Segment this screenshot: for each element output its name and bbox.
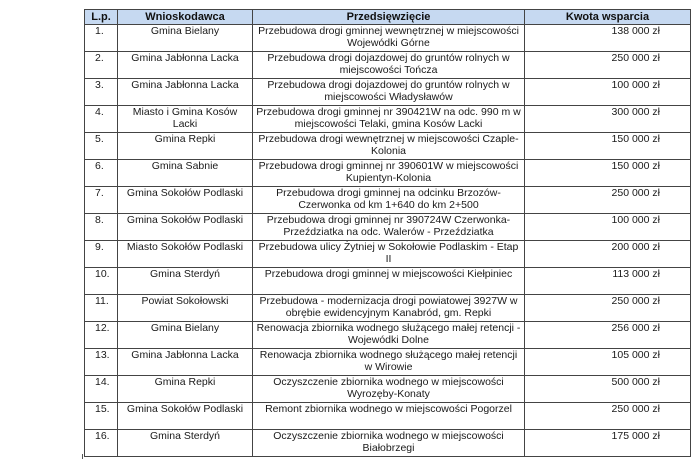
applicant-cell: Gmina Bielany — [118, 25, 253, 52]
row-number: 16. — [85, 430, 118, 457]
row-number: 13. — [85, 349, 118, 376]
project-cell: Renowacja zbiornika wodnego służącego małej retencji - Wojewódki Dolne — [253, 322, 525, 349]
row-number: 8. — [85, 214, 118, 241]
applicant-cell: Gmina Repki — [118, 133, 253, 160]
amount-cell: 500 000 zł — [525, 376, 691, 403]
table-row — [85, 25, 691, 52]
row-number: 5. — [85, 133, 118, 160]
project-cell: Przebudowa ulicy Żytniej w Sokołowie Podlaskim - Etap II — [253, 241, 525, 268]
header-applicant: Wnioskodawca — [118, 10, 253, 25]
table-row — [85, 376, 691, 403]
amount-cell: 113 000 zł — [525, 268, 691, 295]
header-project: Przedsięwzięcie — [253, 10, 525, 25]
table-row — [85, 295, 691, 322]
grants-table — [84, 9, 691, 457]
amount-cell: 250 000 zł — [525, 52, 691, 79]
amount-cell: 100 000 zł — [525, 214, 691, 241]
project-cell: Przebudowa drogi dojazdowej do gruntów rolnych w miejscowości Władysławów — [253, 79, 525, 106]
applicant-cell: Powiat Sokołowski — [118, 295, 253, 322]
amount-cell: 150 000 zł — [525, 133, 691, 160]
row-number: 11. — [85, 295, 118, 322]
project-cell: Przebudowa drogi gminnej wewnętrznej w miejscowości Wojewódki Górne — [253, 25, 525, 52]
table-row — [85, 403, 691, 430]
project-cell: Przebudowa drogi gminnej w miejscowości Kiełpiniec — [253, 268, 525, 295]
applicant-cell: Gmina Sterdyń — [118, 430, 253, 457]
amount-cell: 175 000 zł — [525, 430, 691, 457]
row-number: 2. — [85, 52, 118, 79]
table-row — [85, 79, 691, 106]
table-row — [85, 106, 691, 133]
row-number: 10. — [85, 268, 118, 295]
amount-cell: 105 000 zł — [525, 349, 691, 376]
project-cell: Renowacja zbiornika wodnego służącego małej retencji w Wirowie — [253, 349, 525, 376]
applicant-cell: Gmina Sterdyń — [118, 268, 253, 295]
table-row — [85, 349, 691, 376]
applicant-cell: Gmina Sokołów Podlaski — [118, 187, 253, 214]
applicant-cell: Miasto Sokołów Podlaski — [118, 241, 253, 268]
amount-cell: 256 000 zł — [525, 322, 691, 349]
row-number: 15. — [85, 403, 118, 430]
amount-cell: 250 000 zł — [525, 295, 691, 322]
amount-cell: 300 000 zł — [525, 106, 691, 133]
applicant-cell: Gmina Sokołów Podlaski — [118, 403, 253, 430]
applicant-cell: Gmina Bielany — [118, 322, 253, 349]
table-row — [85, 268, 691, 295]
project-cell: Przebudowa drogi gminnej nr 390421W na odc. 990 m w miejscowości Telaki, gmina Kosów Lacki — [253, 106, 525, 133]
row-number: 3. — [85, 79, 118, 106]
applicant-cell: Gmina Repki — [118, 376, 253, 403]
table-row — [85, 322, 691, 349]
row-number: 14. — [85, 376, 118, 403]
amount-cell: 100 000 zł — [525, 79, 691, 106]
project-cell: Remont zbiornika wodnego w miejscowości Pogorzel — [253, 403, 525, 430]
table-row — [85, 430, 691, 457]
project-cell: Przebudowa drogi gminnej nr 390601W w miejscowości Kupientyn-Kolonia — [253, 160, 525, 187]
row-number: 1. — [85, 25, 118, 52]
header-row — [85, 10, 691, 25]
table-row — [85, 214, 691, 241]
amount-cell: 250 000 zł — [525, 403, 691, 430]
header-amount: Kwota wsparcia — [525, 10, 691, 25]
project-cell: Oczyszczenie zbiornika wodnego w miejscowości Białobrzegi — [253, 430, 525, 457]
applicant-cell: Gmina Sokołów Podlaski — [118, 214, 253, 241]
amount-cell: 138 000 zł — [525, 25, 691, 52]
project-cell: Przebudowa drogi dojazdowej do gruntów rolnych w miejscowości Tończa — [253, 52, 525, 79]
row-number: 4. — [85, 106, 118, 133]
applicant-cell: Miasto i Gmina Kosów Lacki — [118, 106, 253, 133]
applicant-cell: Gmina Sabnie — [118, 160, 253, 187]
row-number: 7. — [85, 187, 118, 214]
project-cell: Przebudowa drogi gminnej nr 390724W Czerwonka-Przeździatka na odc. Walerów - Przeździatka — [253, 214, 525, 241]
table-row — [85, 187, 691, 214]
header-lp: L.p. — [85, 10, 118, 25]
amount-cell: 250 000 zł — [525, 187, 691, 214]
project-cell: Przebudowa - modernizacja drogi powiatowej 3927W w obrębie ewidencyjnym Kanabród, gm. Repki — [253, 295, 525, 322]
page-edge-mark — [82, 454, 83, 459]
applicant-cell: Gmina Jabłonna Lacka — [118, 52, 253, 79]
row-number: 9. — [85, 241, 118, 268]
table-row — [85, 52, 691, 79]
project-cell: Przebudowa drogi gminnej na odcinku Brzozów-Czerwonka od km 1+640 do km 2+500 — [253, 187, 525, 214]
project-cell: Przebudowa drogi wewnętrznej w miejscowości Czaple-Kolonia — [253, 133, 525, 160]
table-row — [85, 160, 691, 187]
table-row — [85, 133, 691, 160]
table-row — [85, 241, 691, 268]
applicant-cell: Gmina Jabłonna Lacka — [118, 349, 253, 376]
row-number: 6. — [85, 160, 118, 187]
applicant-cell: Gmina Jabłonna Lacka — [118, 79, 253, 106]
project-cell: Oczyszczenie zbiornika wodnego w miejscowości Wyrozęby-Konaty — [253, 376, 525, 403]
row-number: 12. — [85, 322, 118, 349]
amount-cell: 200 000 zł — [525, 241, 691, 268]
table-body — [85, 25, 691, 457]
amount-cell: 150 000 zł — [525, 160, 691, 187]
